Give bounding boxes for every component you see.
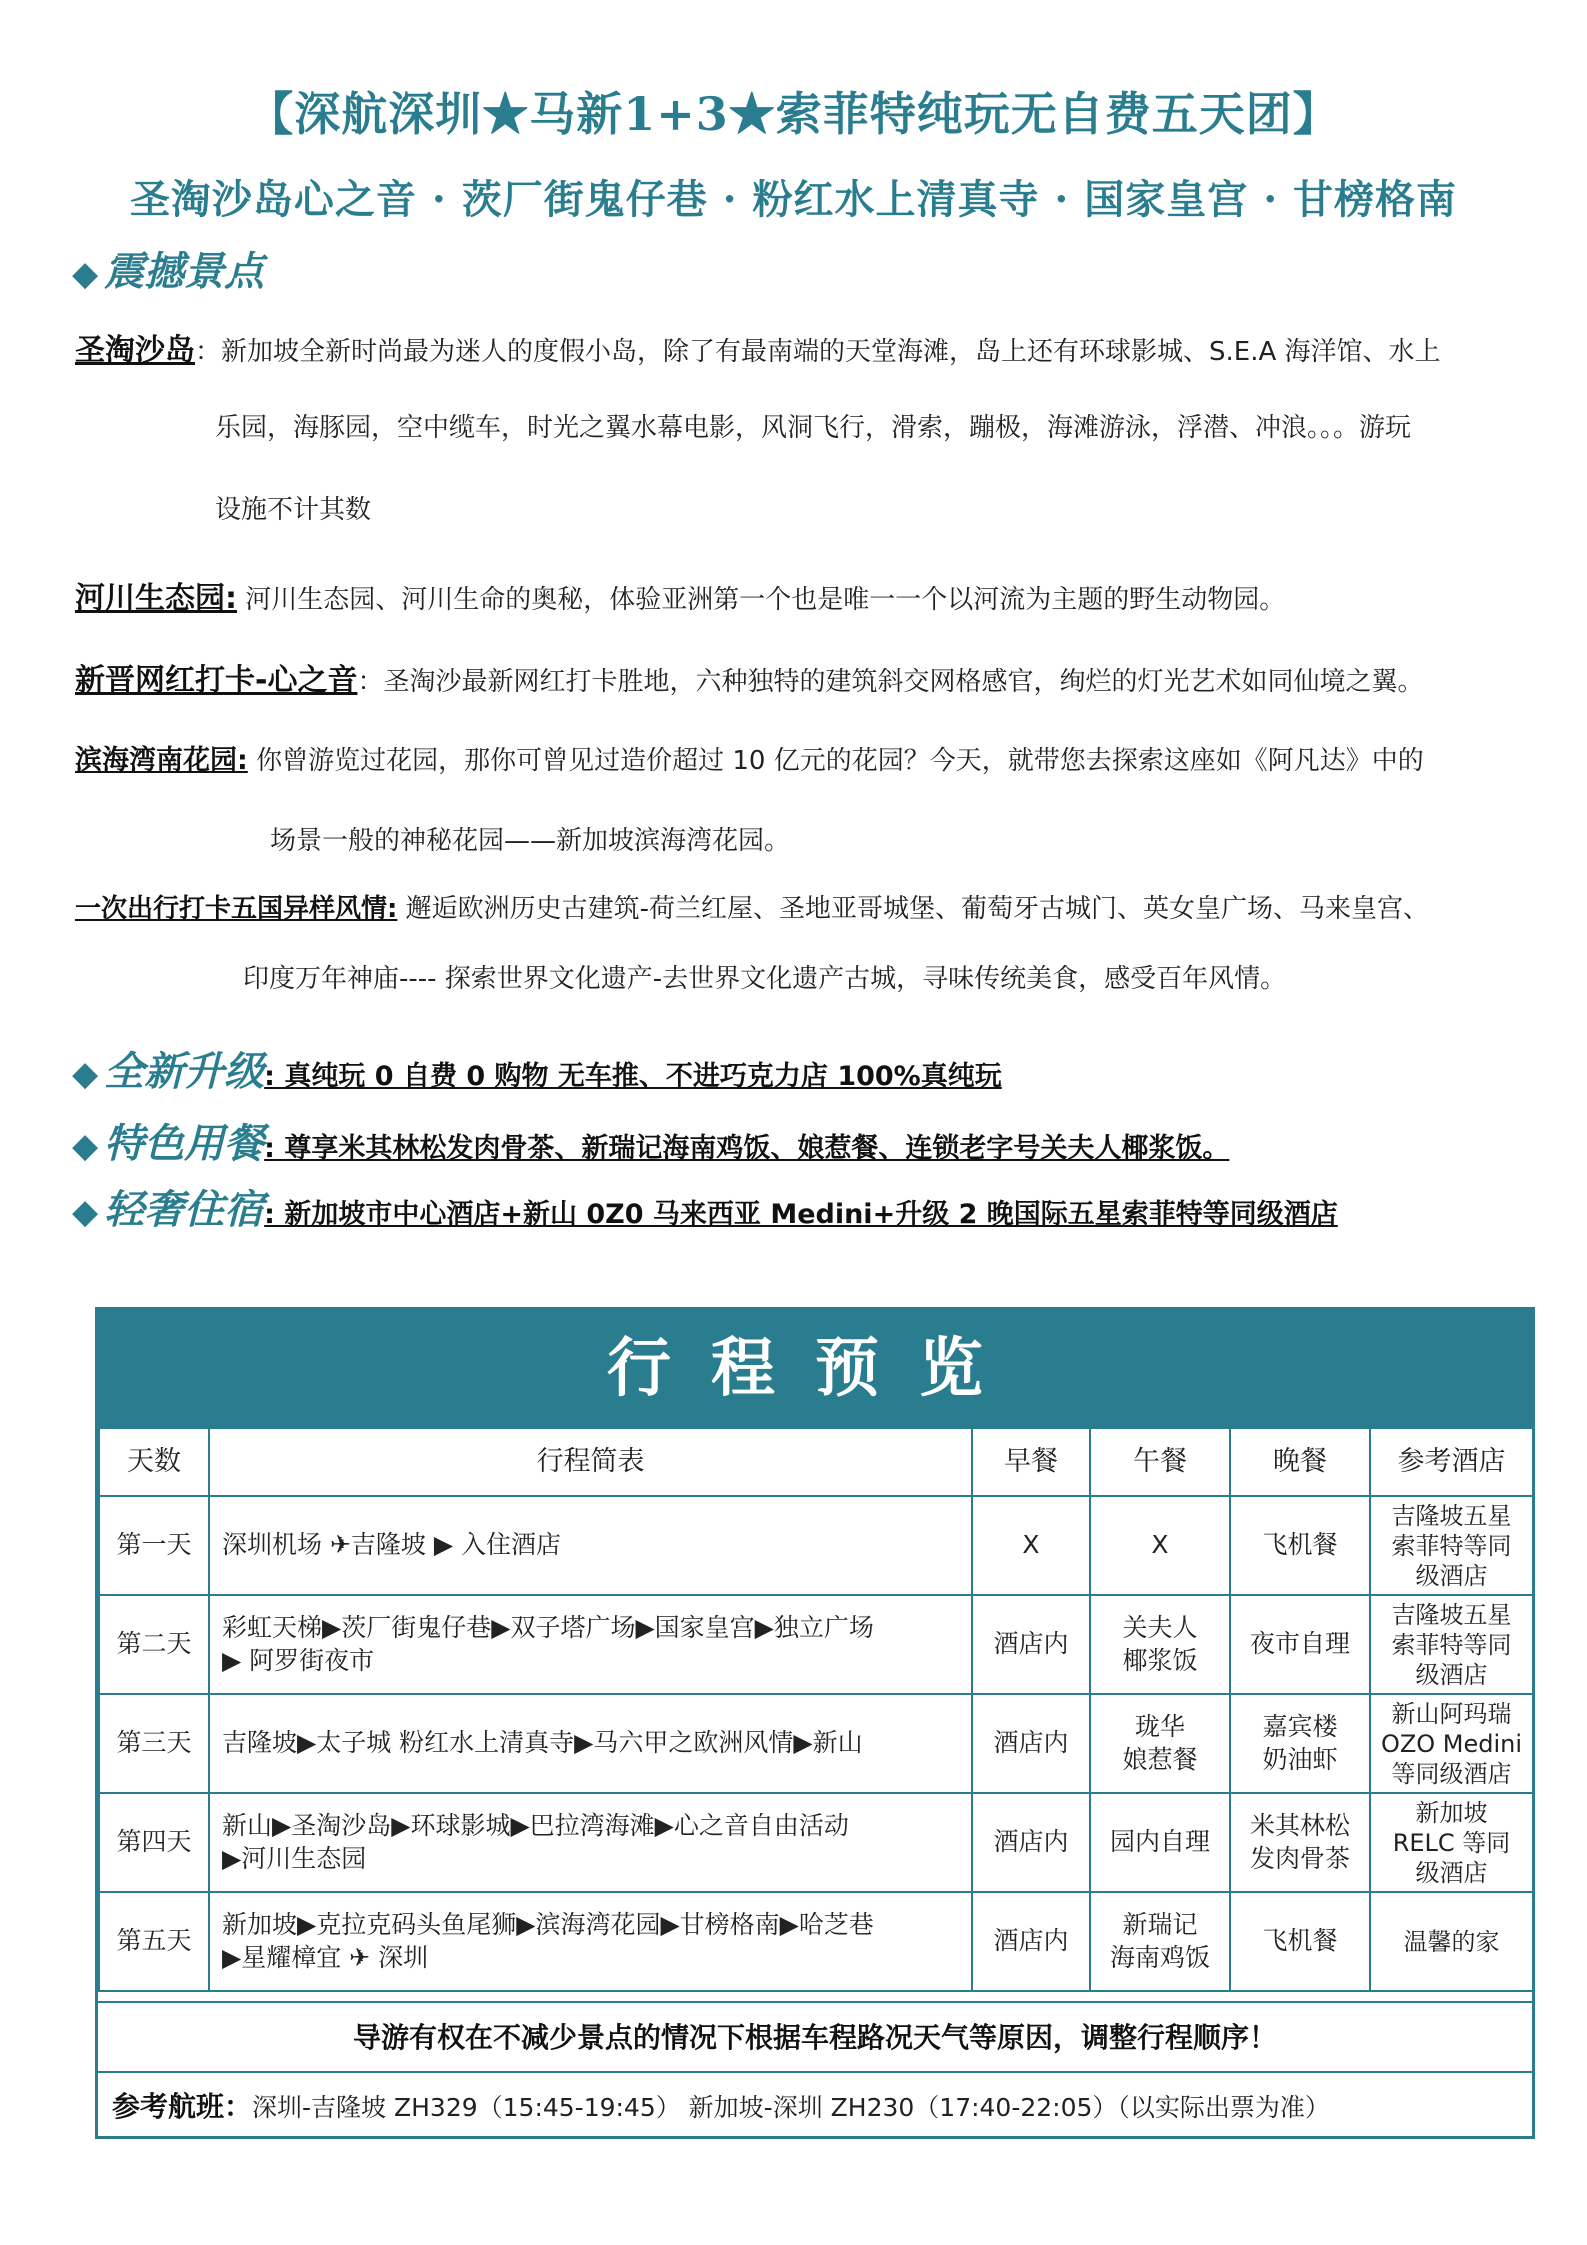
spot-text-line: 新加坡全新时尚最为迷人的度假小岛，除了有最南端的天堂海滩，岛上还有环球影城、S.E.A 海洋馆、水上 xyxy=(221,337,1441,367)
itinerary-panel xyxy=(95,1307,1535,2139)
cell-line: 索菲特等同 xyxy=(1391,1531,1512,1560)
cell-line: 索菲特等同 xyxy=(1391,1630,1512,1659)
diamond-icon: ◆ xyxy=(72,254,99,294)
table-row xyxy=(99,1595,1533,1694)
cell-route xyxy=(209,1694,972,1793)
cell-breakfast xyxy=(972,1892,1090,1991)
cell-line: 吉隆坡▶太子城 粉红水上清真寺▶马六甲之欧洲风情▶新山 xyxy=(222,1728,863,1758)
cell-hotel xyxy=(1370,1496,1533,1595)
cell-text: 嘉宾楼 奶油虾 xyxy=(1262,1712,1338,1774)
cell-hotel xyxy=(1370,1793,1533,1892)
cell-text: 新瑞记 海南鸡饭 xyxy=(1109,1910,1210,1972)
spot-river-wonders xyxy=(75,573,1535,616)
cell-text: 飞机餐 xyxy=(1262,1530,1338,1560)
cell-text: X xyxy=(1022,1530,1040,1560)
spot-text-line: 河川生态园、河川生命的奥秘，体验亚洲第一个也是唯一一个以河流为主题的野生动物园。 xyxy=(245,585,1286,615)
spot-text-line: 印度万年神庙---- 探索世界文化遗产-去世界文化遗产古城，寻味传统美食，感受百年风情。 xyxy=(243,964,1287,994)
col-hotel: 参考酒店 xyxy=(1370,1428,1533,1496)
cell-line: 吉隆坡五星 xyxy=(1391,1600,1512,1629)
cell-day xyxy=(99,1793,209,1892)
cell-text: 第三天 xyxy=(116,1728,192,1758)
itinerary-table xyxy=(98,1427,1534,1992)
feature-heading: 轻奢住宿 xyxy=(104,1186,265,1233)
cell-breakfast xyxy=(972,1694,1090,1793)
cell-text: 酒店内 xyxy=(993,1827,1069,1857)
cell-text: 第一天 xyxy=(116,1530,192,1560)
cell-line: 级酒店 xyxy=(1415,1561,1488,1590)
table-row xyxy=(99,1892,1533,1991)
spot-sep: ： xyxy=(195,337,222,367)
cell-line: ▶星耀樟宜 ✈ 深圳 xyxy=(222,1942,429,1972)
cell-text: 第五天 xyxy=(116,1926,192,1956)
cell-route xyxy=(209,1496,972,1595)
spot-sep: ： xyxy=(357,667,384,697)
itinerary-note: 导游有权在不减少景点的情况下根据车程路况天气等原因，调整行程顺序！ xyxy=(98,2001,1532,2073)
cell-lunch xyxy=(1090,1694,1230,1793)
section-highlights-heading xyxy=(72,240,264,297)
spot-gardens-by-the-bay xyxy=(75,738,1535,856)
feature-upgrade xyxy=(72,1040,1002,1097)
cell-dinner xyxy=(1230,1496,1370,1595)
cell-hotel xyxy=(1370,1892,1533,1991)
feature-text: : 新加坡市中心酒店+新山 0Z0 马来西亚 Medini+升级 2 晚国际五星索菲特等同级酒店 xyxy=(264,1199,1338,1230)
cell-lunch xyxy=(1090,1496,1230,1595)
cell-hotel xyxy=(1370,1694,1533,1793)
table-row xyxy=(99,1496,1533,1595)
feature-text: : 真纯玩 0 自费 0 购物 无车推、不进巧克力店 100%真纯玩 xyxy=(264,1061,1002,1092)
cell-dinner xyxy=(1230,1595,1370,1694)
cell-breakfast xyxy=(972,1496,1090,1595)
spot-name: 滨海湾南花园: xyxy=(75,745,248,776)
cell-text: X xyxy=(1151,1530,1169,1560)
feature-heading: 特色用餐 xyxy=(104,1120,265,1167)
cell-route xyxy=(209,1793,972,1892)
cell-line: 温馨的家 xyxy=(1403,1927,1500,1956)
cell-line: 新加坡 xyxy=(1415,1798,1488,1827)
flight-label: 参考航班： xyxy=(112,2090,253,2123)
cell-line: 级酒店 xyxy=(1415,1858,1488,1887)
spot-text-line: 乐园，海豚园，空中缆车，时光之翼水幕电影，风洞飞行，滑索，蹦极，海滩游泳，浮潜、冲浪。。。游玩 xyxy=(215,413,1412,443)
col-lunch: 午餐 xyxy=(1090,1428,1230,1496)
table-header-row xyxy=(99,1428,1533,1496)
table-row xyxy=(99,1694,1533,1793)
spot-text-line: 设施不计其数 xyxy=(215,495,372,525)
spot-sep xyxy=(397,894,405,924)
cell-line: 等同级酒店 xyxy=(1391,1759,1512,1788)
cell-text: 珑华 娘惹餐 xyxy=(1122,1712,1198,1774)
diamond-icon: ◆ xyxy=(72,1126,99,1166)
table-row xyxy=(99,1793,1533,1892)
flight-text: 深圳-吉隆坡 ZH329（15:45-19:45） 新加坡-深圳 ZH230（17:40-22:05）（以实际出票为准） xyxy=(252,2093,1330,2122)
cell-day xyxy=(99,1892,209,1991)
col-route: 行程简表 xyxy=(209,1428,972,1496)
cell-route xyxy=(209,1892,972,1991)
spot-five-nations xyxy=(75,888,1535,998)
page-subtitle: 圣淘沙岛心之音 · 茨厂街鬼仔巷 · 粉红水上清真寺 · 国家皇宫 · 甘榜格南 xyxy=(129,176,1458,223)
cell-text: 酒店内 xyxy=(993,1728,1069,1758)
cell-lunch xyxy=(1090,1793,1230,1892)
spot-sep xyxy=(248,746,256,776)
cell-breakfast xyxy=(972,1793,1090,1892)
cell-text: 夜市自理 xyxy=(1249,1629,1350,1659)
diamond-icon: ◆ xyxy=(72,1192,99,1232)
cell-line: 彩虹天梯▶茨厂街鬼仔巷▶双子塔广场▶国家皇宫▶独立广场 xyxy=(222,1613,874,1642)
cell-text: 关夫人 椰浆饭 xyxy=(1122,1613,1198,1675)
cell-text: 飞机餐 xyxy=(1262,1926,1338,1956)
spot-text-line: 邂逅欧洲历史古建筑-荷兰红屋、圣地亚哥城堡、葡萄牙古城门、英女皇广场、马来皇宫、 xyxy=(405,894,1430,924)
cell-breakfast xyxy=(972,1595,1090,1694)
cell-line: 新加坡▶克拉克码头鱼尾狮▶滨海湾花园▶甘榜格南▶哈芝巷 xyxy=(222,1910,874,1939)
cell-lunch xyxy=(1090,1595,1230,1694)
spot-text-line: 你曾游览过花园，那你可曾见过造价超过 10 亿元的花园？今天，就带您去探索这座如《阿凡达》中的 xyxy=(256,746,1424,776)
spot-heart-of-sound xyxy=(75,655,1535,698)
cell-text: 园内自理 xyxy=(1109,1827,1210,1857)
cell-text: 第二天 xyxy=(116,1629,192,1659)
cell-text: 酒店内 xyxy=(993,1926,1069,1956)
feature-lodging xyxy=(72,1178,1338,1235)
cell-day xyxy=(99,1694,209,1793)
spot-text-line: 场景一般的神秘花园——新加坡滨海湾花园。 xyxy=(270,826,791,856)
spot-name: 圣淘沙岛 xyxy=(75,333,195,368)
cell-text: 酒店内 xyxy=(993,1629,1069,1659)
cell-day xyxy=(99,1496,209,1595)
cell-line: 新山▶圣淘沙岛▶环球影城▶巴拉湾海滩▶心之音自由活动 xyxy=(222,1811,849,1840)
flight-info xyxy=(98,2071,1532,2139)
spot-text-line: 圣淘沙最新网红打卡胜地，六种独特的建筑斜交网格感官，绚烂的灯光艺术如同仙境之翼。 xyxy=(383,667,1424,697)
cell-dinner xyxy=(1230,1892,1370,1991)
spot-name: 一次出行打卡五国异样风情: xyxy=(75,894,398,924)
cell-hotel xyxy=(1370,1595,1533,1694)
diamond-icon: ◆ xyxy=(72,1054,99,1094)
page-title: 【深航深圳★马新1+3★索菲特纯玩无自费五天团】 xyxy=(247,87,1340,141)
cell-lunch xyxy=(1090,1892,1230,1991)
col-breakfast: 早餐 xyxy=(972,1428,1090,1496)
cell-line: 深圳机场 ✈吉隆坡 ▶ 入住酒店 xyxy=(222,1530,562,1560)
cell-dinner xyxy=(1230,1694,1370,1793)
cell-route xyxy=(209,1595,972,1694)
itinerary-title: 行程预览 xyxy=(98,1310,1532,1427)
section-highlights-label: 震撼景点 xyxy=(104,248,265,295)
cell-dinner xyxy=(1230,1793,1370,1892)
cell-line: OZO Medini xyxy=(1380,1729,1523,1758)
spot-name: 新晋网红打卡-心之音 xyxy=(75,663,358,698)
cell-text: 第四天 xyxy=(116,1827,192,1857)
spot-name: 河川生态园: xyxy=(75,581,237,616)
col-dinner: 晚餐 xyxy=(1230,1428,1370,1496)
feature-dining xyxy=(72,1112,1229,1169)
spot-sentosa xyxy=(75,325,1535,525)
cell-line: ▶ 阿罗街夜市 xyxy=(222,1645,375,1675)
cell-line: RELC 等同 xyxy=(1392,1828,1511,1857)
cell-line: 新山阿玛瑞 xyxy=(1391,1699,1512,1728)
feature-text: : 尊享米其林松发肉骨茶、新瑞记海南鸡饭、娘惹餐、连锁老字号关夫人椰浆饭。 xyxy=(264,1133,1230,1164)
cell-line: ▶河川生态园 xyxy=(222,1843,367,1873)
cell-text: 米其林松 发肉骨茶 xyxy=(1249,1811,1350,1873)
cell-line: 级酒店 xyxy=(1415,1660,1488,1689)
cell-line: 吉隆坡五星 xyxy=(1391,1501,1512,1530)
feature-heading: 全新升级 xyxy=(104,1048,265,1095)
col-day: 天数 xyxy=(99,1428,209,1496)
cell-day xyxy=(99,1595,209,1694)
